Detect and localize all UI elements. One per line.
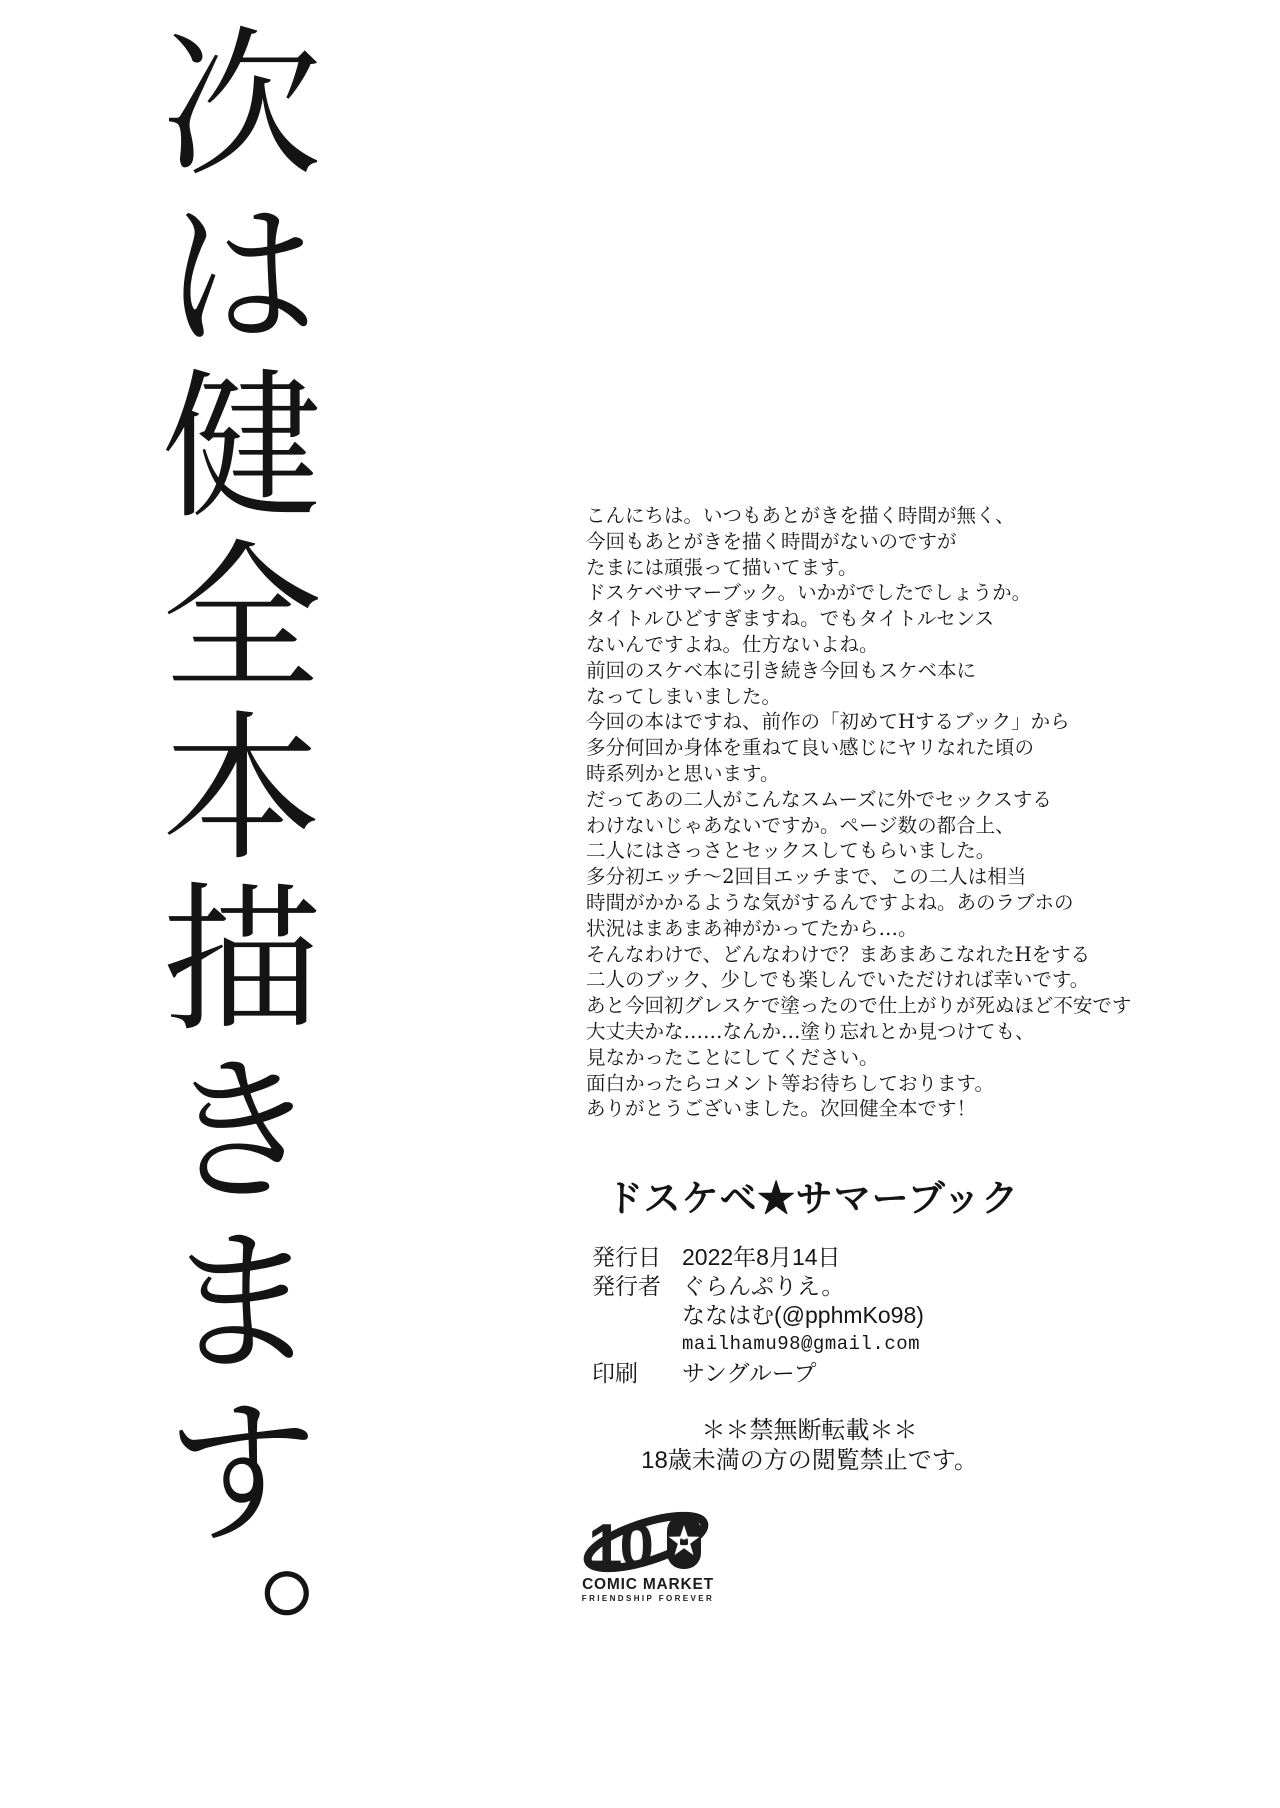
- vertical-headline: 次は健全本描きます。: [135, 20, 322, 1730]
- colophon: [592, 1243, 924, 1388]
- logo-pig-icon: [680, 1539, 688, 1546]
- afterword-line: 二人にはさっさとセックスしてもらいました。: [586, 839, 996, 863]
- afterword-line: 大丈夫かな……なんか…塗り忘れとか見つけても、: [586, 1019, 1035, 1043]
- colophon-label: 発行者: [592, 1273, 661, 1299]
- logo-subtitle-text: FRIENDSHIP FOREVER: [582, 1594, 715, 1603]
- afterword-line: たまには頑張って描いてます。: [586, 555, 858, 579]
- colophon-label: [592, 1330, 682, 1359]
- colophon-value: サングループ: [682, 1360, 817, 1386]
- afterword-line: 今回もあとがきを描く時間がないのですが: [586, 529, 957, 553]
- logo-number-10: 10: [588, 1512, 651, 1581]
- afterword-line: なってしまいました。: [586, 684, 782, 708]
- afterword-line: ないんですよね。仕方ないよね。: [586, 632, 879, 656]
- afterword-paragraph: [586, 503, 1131, 1122]
- colophon-label: 印刷: [592, 1360, 638, 1386]
- afterword-line: 面白かったらコメント等お待ちしております。: [586, 1071, 994, 1095]
- afterword-line: だってあの二人がこんなスムーズに外でセックスする: [586, 787, 1052, 811]
- age-restriction-line: 18歳未満の方の閲覧禁止です。: [641, 1447, 978, 1474]
- afterword-line: そんなわけで、どんなわけで？まあまあこなれたHをする: [586, 942, 1091, 966]
- colophon-value: ななはむ(@pphmKo98): [682, 1302, 924, 1328]
- afterword-line: 今回の本はですね、前作の「初めてHするブック」から: [586, 710, 1070, 734]
- afterword-line: 前回のスケベ本に引き続き今回もスケベ本に: [586, 658, 977, 682]
- colophon-value: ぐらんぷりえ。: [682, 1273, 845, 1299]
- afterword-line: ありがとうございました。次回健全本です！: [586, 1097, 977, 1121]
- colophon-row-email: [592, 1330, 924, 1359]
- colophon-row-publisher: [592, 1272, 924, 1301]
- afterword-line: あと今回初グレスケで塗ったので仕上がりが死ぬほど不安です: [586, 994, 1132, 1018]
- afterword-line: 時間がかかるような気がするんですよね。あのラブホの: [586, 890, 1074, 914]
- afterword-line: 二人のブック、少しでも楽しんでいただければ幸いです。: [586, 968, 1090, 992]
- colophon-row-publication-date: [592, 1243, 924, 1272]
- afterword-line: 時系列かと思います。: [586, 761, 780, 785]
- afterword-line: こんにちは。いつもあとがきを描く時間が無く、: [586, 504, 1015, 527]
- colophon-value: 2022年8月14日: [682, 1244, 841, 1270]
- no-reproduction-line: ＊＊禁無断転載＊＊: [701, 1417, 918, 1444]
- colophon-label: [592, 1301, 682, 1330]
- colophon-row-author: [592, 1301, 924, 1330]
- afterword-line: 多分初エッチ〜2回目エッチまで、この二人は相当: [586, 865, 1027, 889]
- colophon-row-printer: [592, 1359, 924, 1388]
- logo-title-text: COMIC MARKET: [582, 1576, 714, 1593]
- afterword-line: わけないじゃあないですか。ページ数の都合上、: [586, 813, 1015, 837]
- colophon-email: mailhamu98@gmail.com: [682, 1333, 921, 1355]
- book-title: ドスケベ★サマーブック: [606, 1178, 1020, 1219]
- afterword-line: 見なかったことにしてください。: [586, 1045, 879, 1069]
- afterword-line: 状況はまあまあ神がかってたから…。: [586, 916, 918, 940]
- afterword-line: タイトルひどすぎますね。でもタイトルセンス: [586, 607, 995, 631]
- reproduction-notice: [586, 1416, 1033, 1476]
- afterword-line: ドスケベサマーブック。いかがでしたでしょうか。: [586, 581, 1032, 605]
- colophon-label: 発行日: [592, 1244, 661, 1270]
- afterword-line: 多分何回か身体を重ねて良い感じにヤリなれた頃の: [586, 736, 1035, 760]
- comic-market-100-logo: [582, 1506, 732, 1606]
